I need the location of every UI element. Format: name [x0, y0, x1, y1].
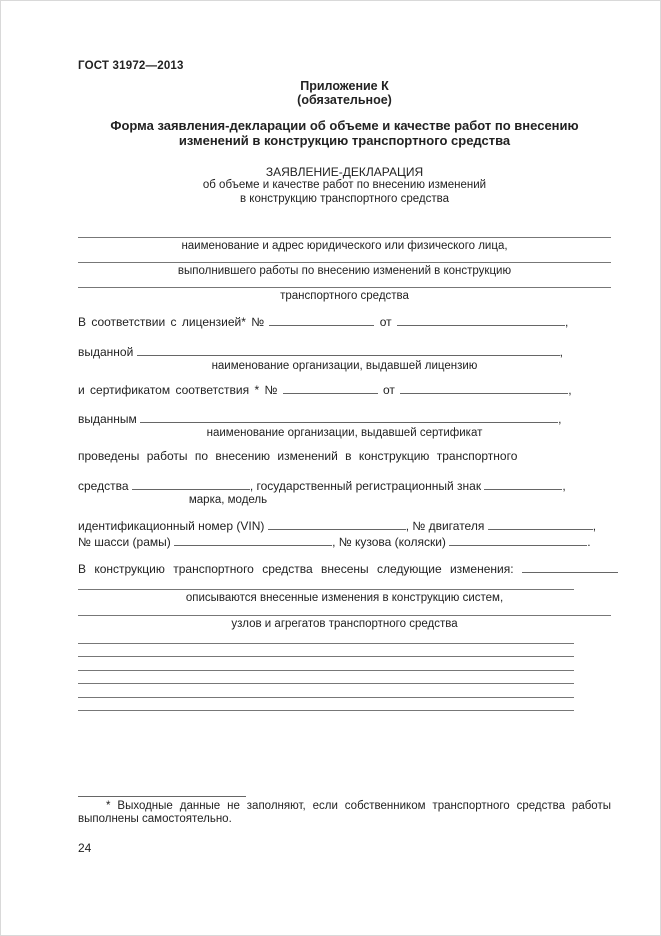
changes-lead: В конструкцию транспортного средства внесены следующие изменения: [78, 562, 514, 576]
vin-row [78, 518, 611, 533]
punctuation: , [565, 315, 569, 329]
punctuation: , [562, 479, 566, 493]
changes-fill-line-2 [78, 615, 611, 616]
works-performed-row: проведены работы по внесению изменений в конструкцию транспортного [78, 449, 518, 463]
executor-fill-line-2 [78, 262, 611, 263]
changes-row [78, 561, 611, 576]
reg-sign-label: , государственный регистрационный знак [249, 479, 482, 493]
vehicle-row [78, 478, 611, 493]
blank-writing-line [78, 656, 574, 657]
punctuation: . [587, 535, 591, 549]
footnote-text-line-1: * Выходные данные не заполняют, если собственником транспортного средства работы [106, 800, 611, 812]
punctuation: , [568, 383, 572, 397]
page-content [78, 1, 611, 711]
standard-reference: ГОСТ 31972—2013 [78, 60, 184, 72]
license-issuer-blank [137, 344, 560, 356]
punctuation: , [592, 519, 597, 533]
engine-number-blank [488, 518, 593, 530]
appendix-type: (обязательное) [297, 93, 392, 107]
declaration-subtitle-1: об объеме и качестве работ по внесению изменений [202, 179, 487, 191]
vehicle-lead: средства [78, 479, 129, 493]
blank-writing-line [78, 710, 574, 711]
engine-label: , № двигателя [405, 519, 485, 533]
certificate-row [78, 382, 611, 397]
vin-blank [268, 518, 406, 530]
changes-fill-line-1 [78, 589, 574, 590]
chassis-number-blank [174, 534, 332, 546]
changes-blank-lines [78, 643, 611, 712]
footnote-text-line-2: выполнены самостоятельно. [78, 813, 232, 825]
certificate-issuer-row [78, 411, 611, 426]
certificate-issuer-blank [140, 411, 558, 423]
license-row [78, 314, 611, 329]
executor-fill-line-3 [78, 287, 611, 288]
footnote [78, 796, 611, 826]
license-issuer-row [78, 344, 611, 359]
body-label: , № кузова (коляски) [332, 535, 446, 549]
executor-caption-1: наименование и адрес юридического или физического лица, [181, 240, 508, 252]
certificate-number-blank [283, 382, 378, 394]
appendix-label: Приложение К [300, 79, 389, 93]
declaration-subtitle-2: в конструкцию транспортного средства [240, 192, 449, 205]
blank-writing-line [78, 643, 574, 644]
blank-writing-line [78, 670, 574, 671]
punctuation: , [559, 345, 563, 359]
chassis-lead: № шасси (рамы) [78, 535, 171, 549]
certificate-issuer-caption: наименование организации, выдавшей сертификат [206, 427, 483, 439]
license-issued-lead: выданной [78, 345, 134, 359]
body-number-blank [449, 534, 587, 546]
make-model-caption: марка, модель [188, 494, 268, 506]
blank-writing-line [78, 697, 574, 698]
changes-blank [522, 561, 618, 573]
blank-writing-line [78, 683, 574, 684]
vin-lead: идентификационный номер (VIN) [78, 519, 265, 533]
executor-fill-line-1 [78, 237, 611, 238]
executor-caption-2: выполнившего работы по внесению изменений в конструкцию [177, 265, 512, 277]
reg-sign-blank [484, 478, 562, 490]
license-from-label: от [379, 315, 392, 329]
certificate-lead: и сертификатом соответствия * № [78, 383, 278, 397]
chassis-row [78, 534, 611, 549]
certificate-issued-lead: выданным [78, 412, 137, 426]
footnote-rule [78, 796, 246, 797]
license-date-blank [397, 314, 565, 326]
form-title: Форма заявления-декларации об объеме и качестве работ по внесению изменений в конструкцию транспортного средства [110, 118, 579, 148]
license-number-blank [269, 314, 374, 326]
license-lead: В соответствии с лицензией* № [78, 315, 265, 329]
make-model-blank [132, 478, 250, 490]
declaration-heading: ЗАЯВЛЕНИЕ-ДЕКЛАРАЦИЯ [265, 165, 424, 179]
certificate-from-label: от [383, 383, 395, 397]
changes-caption-2: узлов и агрегатов транспортного средства [231, 618, 458, 630]
changes-caption-1: описываются внесенные изменения в конструкцию систем, [185, 592, 504, 604]
page-number: 24 [78, 841, 92, 855]
certificate-date-blank [400, 382, 568, 394]
executor-caption-3: транспортного средства [280, 290, 409, 302]
license-issuer-caption: наименование организации, выдавшей лицензию [211, 360, 478, 372]
punctuation: , [558, 412, 562, 426]
